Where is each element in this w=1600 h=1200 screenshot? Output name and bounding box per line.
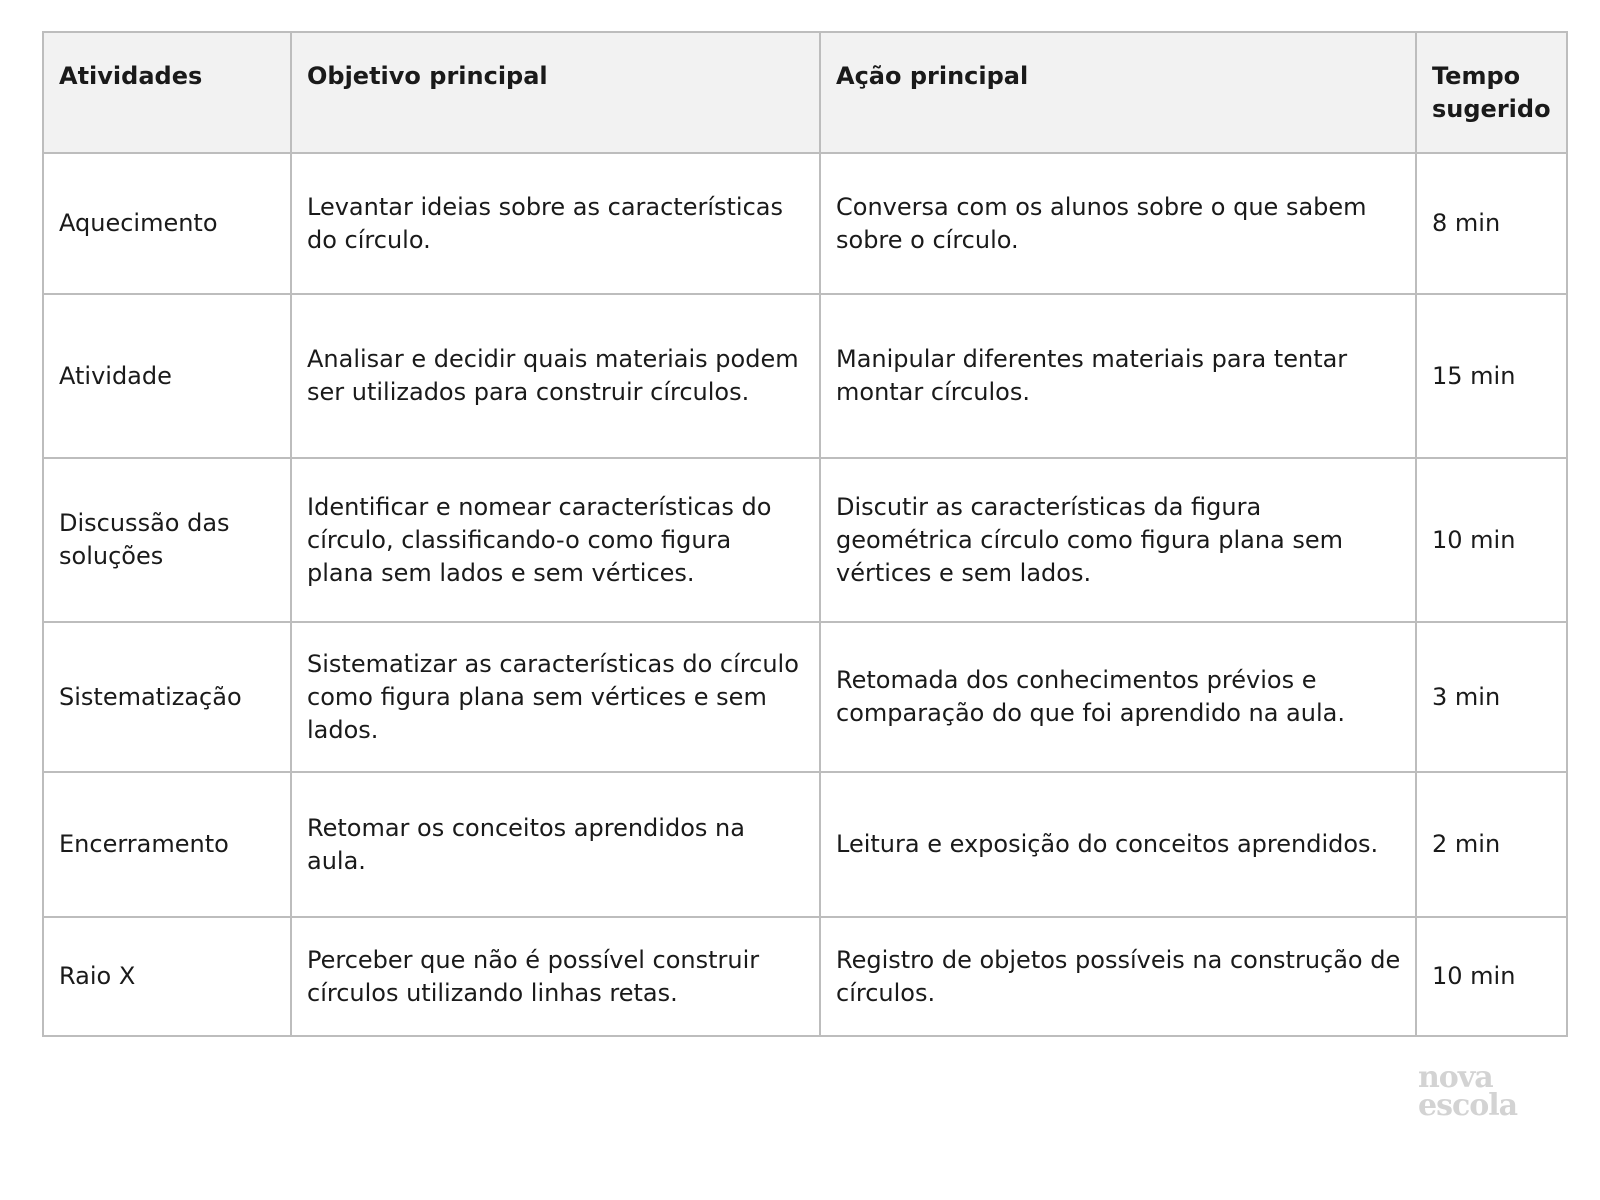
table-row xyxy=(43,294,1567,458)
logo-line-escola: escola xyxy=(1418,1088,1518,1123)
cell-objetivo: Sistematizar as características do círculo como figura plana sem vértices e sem lados. xyxy=(291,622,820,772)
header-atividades: Atividades xyxy=(43,32,291,153)
cell-objetivo: Identificar e nomear características do círculo, classificando-o como figura plana sem lados e sem vértices. xyxy=(291,458,820,622)
table-row xyxy=(43,772,1567,917)
cell-objetivo: Perceber que não é possível construir círculos utilizando linhas retas. xyxy=(291,917,820,1036)
lesson-plan-table xyxy=(42,31,1568,1037)
header-tempo: Tempo sugerido xyxy=(1416,32,1567,153)
logo-line-nova: nova xyxy=(1418,1060,1493,1095)
cell-objetivo: Levantar ideias sobre as características do círculo. xyxy=(291,153,820,294)
cell-tempo: 10 min xyxy=(1416,917,1567,1036)
cell-atividade: Discussão das soluções xyxy=(43,458,291,622)
table-row xyxy=(43,153,1567,294)
nova-escola-logo xyxy=(1418,1060,1518,1123)
header-objetivo: Objetivo principal xyxy=(291,32,820,153)
header-row xyxy=(43,32,1567,153)
cell-acao: Leitura e exposição do conceitos aprendidos. xyxy=(820,772,1416,917)
cell-objetivo: Analisar e decidir quais materiais podem ser utilizados para construir círculos. xyxy=(291,294,820,458)
cell-tempo: 10 min xyxy=(1416,458,1567,622)
cell-acao: Conversa com os alunos sobre o que sabem sobre o círculo. xyxy=(820,153,1416,294)
table-row xyxy=(43,622,1567,772)
cell-atividade: Raio X xyxy=(43,917,291,1036)
cell-acao: Discutir as características da figura geométrica círculo como figura plana sem vértices e sem lados. xyxy=(820,458,1416,622)
table-row xyxy=(43,458,1567,622)
cell-objetivo: Retomar os conceitos aprendidos na aula. xyxy=(291,772,820,917)
cell-tempo: 15 min xyxy=(1416,294,1567,458)
cell-acao: Registro de objetos possíveis na construção de círculos. xyxy=(820,917,1416,1036)
cell-atividade: Sistematização xyxy=(43,622,291,772)
cell-acao: Retomada dos conhecimentos prévios e comparação do que foi aprendido na aula. xyxy=(820,622,1416,772)
cell-tempo: 2 min xyxy=(1416,772,1567,917)
cell-acao: Manipular diferentes materiais para tentar montar círculos. xyxy=(820,294,1416,458)
cell-atividade: Encerramento xyxy=(43,772,291,917)
table-row xyxy=(43,917,1567,1036)
cell-tempo: 8 min xyxy=(1416,153,1567,294)
cell-atividade: Atividade xyxy=(43,294,291,458)
cell-atividade: Aquecimento xyxy=(43,153,291,294)
table-body xyxy=(43,153,1567,1036)
table-header xyxy=(43,32,1567,153)
header-acao: Ação principal xyxy=(820,32,1416,153)
cell-tempo: 3 min xyxy=(1416,622,1567,772)
